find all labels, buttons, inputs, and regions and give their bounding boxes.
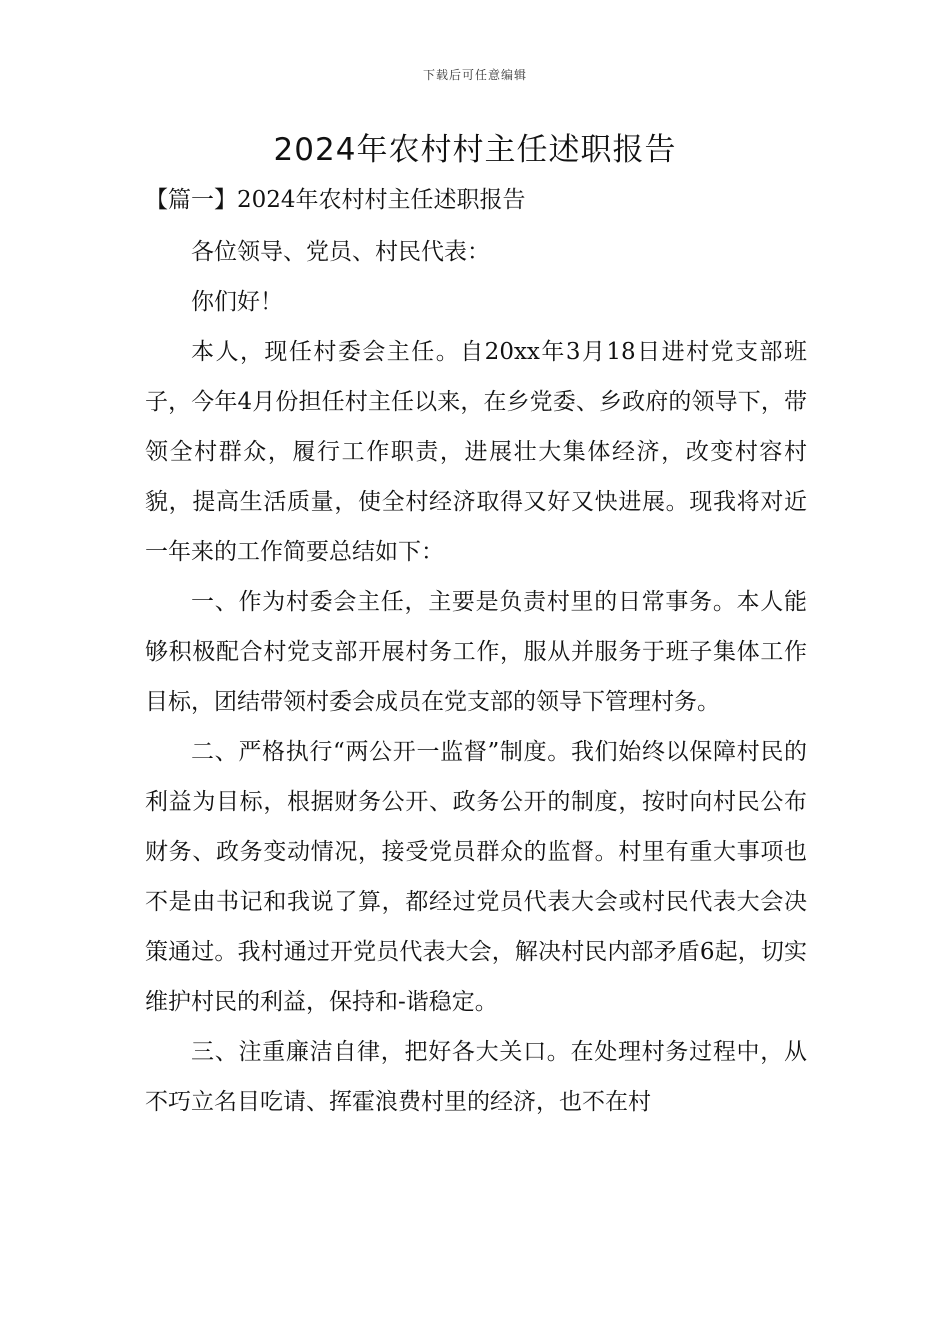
paragraph-point-one: 一、作为村委会主任，主要是负责村里的日常事务。本人能够积极配合村党支部开展村务工作，服从并服务于班子集体工作目标，团结带领村委会成员在党支部的领导下管理村务。 bbox=[145, 589, 807, 715]
section-heading: 【篇一】2024年农村村主任述职报告 bbox=[145, 187, 526, 213]
paragraph-point-three: 三、注重廉洁自律，把好各大关口。在处理村务过程中，从不巧立名目吃请、挥霍浪费村里的经济，也不在村 bbox=[145, 1039, 807, 1115]
header-note: 下载后可任意编辑 bbox=[422, 68, 527, 82]
paragraph-greeting: 各位领导、党员、村民代表： bbox=[191, 239, 490, 265]
paragraph-point-two: 二、严格执行“两公开一监督”制度。我们始终以保障村民的利益为目标，根据财务公开、政务公开的制度，按时向村民公布财务、政务变动情况，接受党员群众的监督。村里有重大事项也不是由书记和我说了算，都经过党员代表大会或村民代表大会决策通过。我村通过开党员代表大会，解决村民内部矛盾6起，切实维护村民的利益，保持和-谐稳定。 bbox=[145, 739, 807, 1015]
paragraph-intro: 本人，现任村委会主任。自20xx年3月18日进村党支部班子，今年4月份担任村主任以来，在乡党委、乡政府的领导下，带领全村群众，履行工作职责，进展壮大集体经济，改变村容村貌，提高生活质量，使全村经济取得又好又快进展。现我将对近一年来的工作简要总结如下： bbox=[145, 339, 807, 565]
document-body bbox=[145, 227, 807, 1127]
paragraph-salutation: 你们好！ bbox=[191, 289, 283, 315]
document-title: 2024年农村村主任述职报告 bbox=[273, 132, 677, 168]
